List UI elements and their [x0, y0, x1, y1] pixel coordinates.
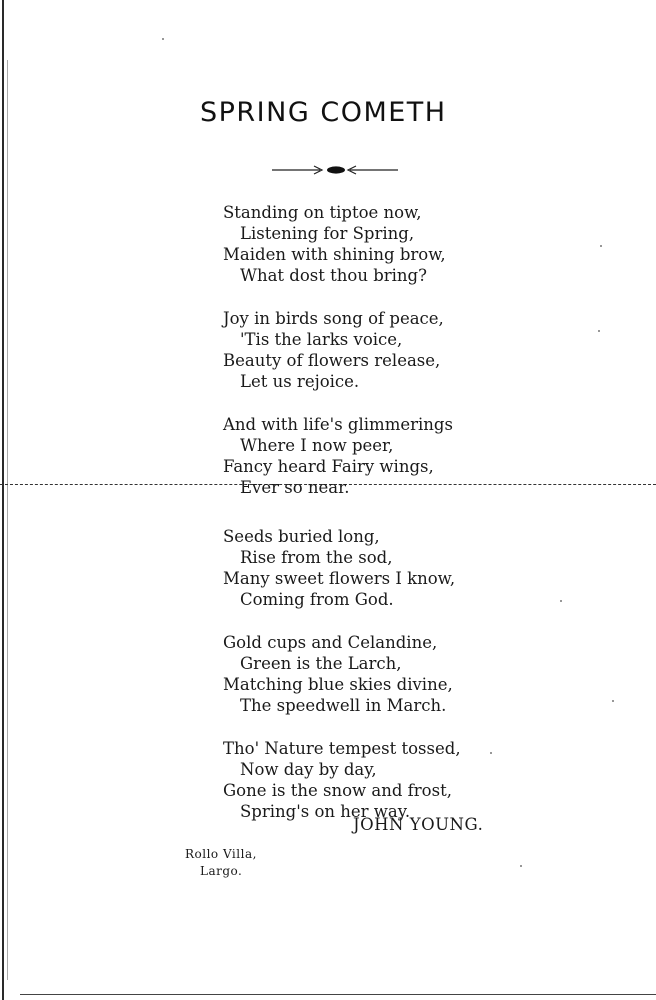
author-name: JOHN YOUNG. [353, 815, 484, 834]
scan-speck [598, 330, 600, 332]
address-line-2: Largo. [200, 864, 243, 878]
poem-line: Maiden with shining brow, [223, 245, 446, 264]
scan-speck [560, 600, 562, 602]
address-line-1: Rollo Villa, [185, 847, 257, 861]
stanza-2 [223, 308, 543, 392]
poem-body [223, 202, 543, 844]
stanza-5 [223, 632, 543, 716]
poem-line: Standing on tiptoe now, [223, 203, 422, 222]
poem-line: Green is the Larch, [240, 654, 402, 673]
poem-line: What dost thou bring? [240, 266, 427, 285]
poem-line: Fancy heard Fairy wings, [223, 457, 434, 476]
poem-line: 'Tis the larks voice, [240, 330, 403, 349]
author-address [185, 846, 257, 880]
poem-line: Coming from God. [240, 590, 394, 609]
poem-line: Many sweet flowers I know, [223, 569, 456, 588]
scan-speck [600, 245, 602, 247]
stanza-4 [223, 526, 543, 610]
poem-line: Ever so near. [240, 478, 350, 497]
divider-ornament-icon [270, 160, 400, 180]
poem-line: Let us rejoice. [240, 372, 360, 391]
poem-line: Rise from the sod, [240, 548, 393, 567]
poem-line: The speedwell in March. [240, 696, 447, 715]
poem-line: Seeds buried long, [223, 527, 380, 546]
scan-speck [490, 752, 492, 754]
poem-line: And with life's glimmerings [223, 415, 453, 434]
poem-line: Now day by day, [240, 760, 377, 779]
poem-line: Listening for Spring, [240, 224, 415, 243]
poem-line: Gone is the snow and frost, [223, 781, 452, 800]
stanza-3 [223, 414, 543, 498]
scan-speck [162, 38, 164, 40]
bottom-edge-line [20, 994, 656, 995]
poem-line: Beauty of flowers release, [223, 351, 441, 370]
stanza-6 [223, 738, 543, 822]
poem-line: Where I now peer, [240, 436, 394, 455]
page-edge-shadow [7, 60, 8, 980]
poem-line: Matching blue skies divine, [223, 675, 453, 694]
scan-speck [520, 865, 522, 867]
stanza-1 [223, 202, 543, 286]
poem-line: Gold cups and Celandine, [223, 633, 438, 652]
poem-line: Tho' Nature tempest tossed, [223, 739, 461, 758]
poem-line: Joy in birds song of peace, [223, 309, 444, 328]
poem-line: Spring's on her way. [240, 802, 411, 821]
poem-title: SPRING COMETH [200, 97, 447, 128]
page-edge [2, 0, 4, 1000]
scan-speck [612, 700, 614, 702]
